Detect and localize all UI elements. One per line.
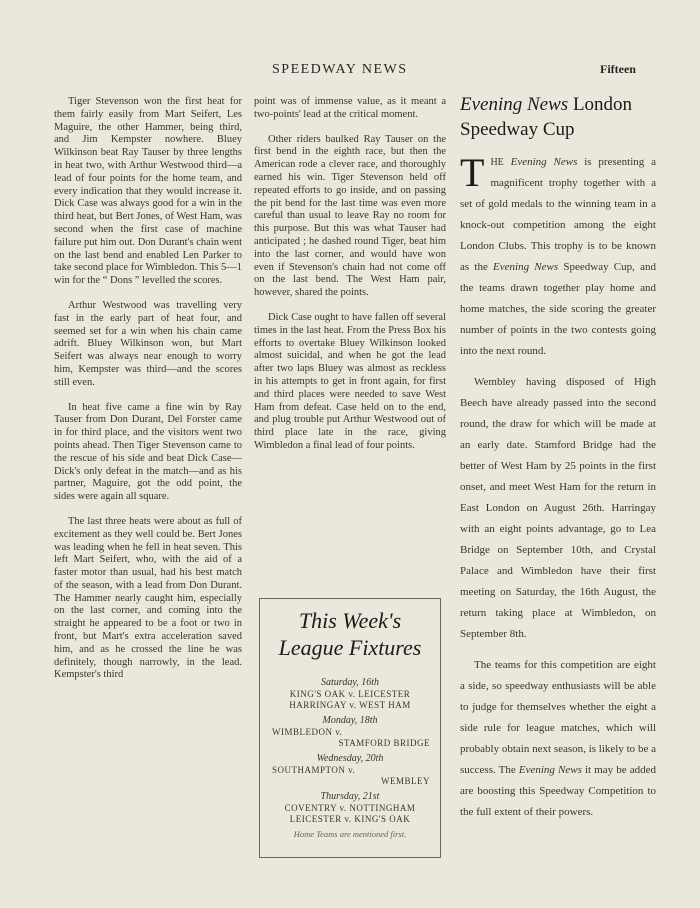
closing-pre: The teams for this competition are eight a side, so speedway enthusiasts will be able to judge for themselves whether the eight a side rule for league matches, which will probably obtain next season, is likely to be a success. The — [460, 659, 656, 776]
fixture-day: Monday, 18th — [322, 715, 378, 726]
cup-article-heading — [460, 92, 656, 142]
paragraph: point was of immense value, as it meant a two-points' lead at the critical moment. — [254, 96, 446, 120]
fixture-match: KING'S OAK v. LEICESTER — [289, 689, 411, 699]
paragraph: Dick Case ought to have fallen off several times in the last heat. From the Press Box his efforts to overtake Bluey Wilkinson looked almost suicidal, and when he got the lead after two laps Bluey was almost as reckless in his attempts to get in front again, for first and third places were needed to save West Ham from defeat. Case held on to the end, and plug trouble put Arthur Westwood out of third place late in the race, giving Wimbledon a final lead of four points. — [254, 311, 446, 451]
lead-italic-2: Evening News — [493, 261, 559, 273]
fixture-match-home: WIMBLEDON v. — [272, 727, 343, 737]
drop-cap: T — [460, 150, 485, 195]
column-1 — [54, 96, 242, 694]
page-number: Fifteen — [600, 62, 636, 76]
lead-italic: Evening News — [510, 156, 578, 168]
lead-text: is presenting a magnificent trophy together with a set of gold medals to the winning team in a knock-out competition among the eight London Clubs. This trophy is to be known as the — [460, 156, 656, 273]
fixture-day: Thursday, 21st — [320, 791, 380, 802]
fixture-match: LEICESTER v. KING'S OAK — [289, 814, 411, 824]
fixtures-title-line2: League Fixtures — [278, 635, 422, 660]
fixtures-note: Home Teams are mentioned first. — [293, 829, 407, 839]
paragraph: Other riders baulked Ray Tauser on the first bend in the eighth race, but then the American rode a clever race, and thoroughly earned his win. Tiger Stevenson held off repeated efforts to go inside, and on passing the pit bend for the last time was even more careful than usual to leave Ray no room for this purpose. But this was what Tauser had anticipated ; he dashed round Tiger, beat him into the last corner, and would have won even if Stevenson's chain had not come off on the last bend. The West Ham pair, however, shared the points. — [254, 133, 446, 299]
column-3 — [460, 92, 656, 833]
fixture-match-away: STAMFORD BRIDGE — [338, 738, 430, 748]
fixtures-title-line1: This Week's — [298, 608, 402, 633]
fixture-match-home: SOUTHAMPTON v. — [272, 765, 356, 775]
closing-paragraph — [460, 655, 656, 823]
paragraph: Tiger Stevenson won the first heat for them fairly easily from Mart Seifert, Les Maguire, the other Hammer, being third, and Jim Kempster nowhere. Bluey Wilkinson beat Ray Tauser by three lengths in heat two, with Arthur Westwood third—a lead of four points for the home team, and every indication that they would increase it. Dick Case was always good for a win in the third heat, but Bert Jones, of West Ham, was second when the first case of machine failure put him out. Don Durant's chain went on the last bend and enabled Len Parker to take second place for Wimbledon. This 5—1 win for the “ Dons ” levelled the scores. — [54, 96, 242, 287]
league-fixtures-box — [259, 598, 441, 858]
fixture-day: Wednesday, 20th — [316, 753, 384, 764]
lead-text-2: Speedway Cup, and the teams drawn together play home and home matches, the side scoring the greater number of points in the two contests going into the next round. — [460, 261, 656, 357]
fixtures-title — [260, 607, 440, 661]
lead-paragraph — [460, 152, 656, 362]
closing-italic: Evening News — [518, 764, 582, 776]
running-head — [0, 62, 700, 82]
column-2 — [254, 96, 446, 465]
paragraph: Wembley having disposed of High Beech have already passed into the second round, the draw for which will be made at an early date. Stamford Bridge had the better of West Ham by 25 points in the first onset, and meet West Ham for the return in East London on August 26th. Harringay with an eight points advantage, go to Lea Bridge on September 10th, and Crystal Palace and Wimbledon have their first meeting on Saturday, the 16th August, the return taking place at Wimbledon, on September 8th. — [460, 376, 656, 640]
heading-italic: Evening News — [460, 94, 569, 115]
heading-rest: London Speedway Cup — [460, 94, 633, 140]
paragraph: The last three heats were about as full of excitement as they well could be. Bert Jones was leading when he fell in heat seven. This left Mart Seifert, who, with the aid of a faster motor than usual, had his best match of the season, with a lead from Don Durant. The Hammer nearly caught him, especially on the last corner, and coming into the straight he appeared to be a foot or two in front, but Mart's extra acceleration saved him, and as he crossed the line he was definitely, though narrowly, in the lead. Kempster's third — [54, 515, 242, 681]
paragraph: In heat five came a fine win by Ray Tauser from Don Durant, Del Forster came in for third place, and the visitors went two points ahead. Then Tiger Stevenson came to the rescue of his side and beat Dick Case—Dick's only defeat in the match—and as his partner, Maguire, got the odd point, the sides were again all square. — [54, 401, 242, 503]
fixture-day: Saturday, 16th — [321, 677, 379, 688]
fixture-match: COVENTRY v. NOTTINGHAM — [284, 803, 416, 813]
paragraph: Arthur Westwood was travelling very fast in the early part of heat four, and seemed set for a win when his chain came adrift. Bluey Wilkinson won, but Mart Seifert was always near enough to worry him, Kempster was third—and the scores still even. — [54, 299, 242, 388]
publication-title: SPEEDWAY NEWS — [272, 62, 408, 77]
fixture-match-away: WEMBLEY — [381, 776, 430, 786]
fixture-match: HARRINGAY v. WEST HAM — [289, 700, 411, 710]
lead-smallcaps: HE — [490, 157, 504, 168]
closing-post: it may be added are boosting this Speedway Competition to the full extent of their powers. — [460, 764, 656, 818]
